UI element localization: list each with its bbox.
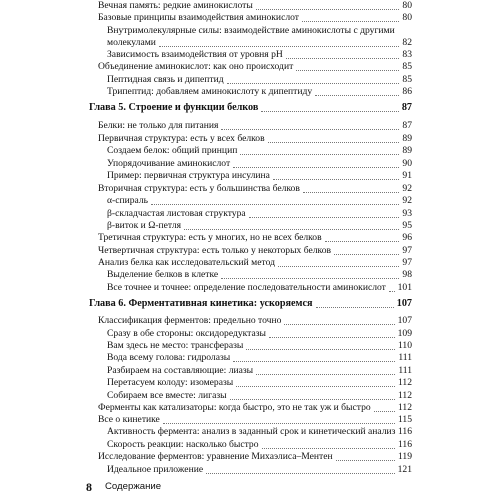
toc-entry-title: Третичная структура: есть у многих, но не всех белков: [98, 232, 322, 243]
toc-entry-title: Выделение белков в клетке: [107, 269, 219, 280]
toc-entry-title: Активность фермента: анализ в заданный срок и кинетический анализ: [107, 426, 396, 437]
toc-entry: [0, 195, 500, 207]
toc-leader-dots: [163, 423, 395, 424]
toc-entry-title: α-спираль: [107, 195, 149, 206]
toc-entry-title: Глава 5. Строение и функции белков: [89, 102, 259, 113]
toc-entry-page: 111: [398, 365, 412, 376]
toc-entry: [0, 74, 500, 86]
toc-leader-dots: [236, 386, 395, 387]
toc-entry-title: Вам здесь не место: трансферазы: [107, 340, 244, 351]
toc-entry-page: 112: [397, 390, 412, 401]
toc-entry: [0, 86, 500, 98]
toc-leader-dots: [278, 266, 399, 267]
toc-leader-dots: [268, 142, 400, 143]
toc-entry: [0, 12, 500, 24]
toc-entry-title: молекулами: [107, 37, 156, 48]
toc-leader-dots: [227, 83, 400, 84]
toc-chapter-heading: [0, 298, 500, 310]
toc-entry-page: 119: [397, 451, 412, 462]
toc-leader-dots: [159, 46, 399, 47]
toc-entry-title: Упорядочивание аминокислот: [107, 158, 231, 169]
toc-entry-page: 89: [402, 145, 412, 156]
toc-entry: [0, 245, 500, 257]
page-footer: [0, 480, 500, 494]
toc-leader-dots: [240, 154, 399, 155]
toc-entry-page: 89: [402, 133, 412, 144]
toc-entry-page: 87: [402, 120, 412, 131]
toc-entry: [0, 158, 500, 170]
toc-leader-dots: [315, 95, 399, 96]
toc-entry-page: 83: [402, 49, 412, 60]
toc-entry-title: Четвертичная структура: есть только у некоторых белков: [98, 245, 332, 256]
toc-entry-title: Ферменты как катализаторы: когда быстро, это не так уж и быстро: [98, 402, 371, 413]
toc-entry-page: 110: [397, 340, 412, 351]
toc-entry-page: 82: [402, 37, 412, 48]
toc-entry: [0, 257, 500, 269]
toc-entry-page: 109: [397, 328, 412, 339]
toc-entry: [0, 282, 500, 294]
toc-leader-dots: [221, 129, 399, 130]
toc-leader-dots: [269, 337, 395, 338]
toc-entry-title: β-виток и Ω-петля: [107, 220, 182, 231]
toc-entry-title: Пептидная связь и дипептид: [107, 74, 224, 85]
toc-entry-title: Белки: не только для питания: [98, 120, 219, 131]
toc-entry: [0, 269, 500, 281]
toc-entry-title: Разбираем на составляющие: лиазы: [107, 365, 254, 376]
toc-entry-page: 92: [402, 183, 412, 194]
toc-entry: [0, 232, 500, 244]
toc-leader-dots: [233, 167, 399, 168]
toc-entry: [0, 439, 500, 451]
toc-leader-dots: [262, 448, 395, 449]
toc-entry: [0, 120, 500, 132]
toc-entry-page: 85: [402, 74, 412, 85]
toc-entry-title: Вечная память: редкие аминокислоты: [98, 0, 253, 11]
toc-entry-title: Внутримолекулярные силы: взаимодействие аминокислоты с другими: [107, 25, 395, 36]
toc-entry-title: Глава 6. Ферментативная кинетика: ускоряемся: [89, 298, 313, 309]
toc-entry-title: Зависимость взаимодействия от уровня pH: [107, 49, 283, 60]
toc-entry: [0, 208, 500, 220]
toc-entry-title: β-складчастая листовая структура: [107, 208, 246, 219]
toc-entry-title: Перетасуем колоду: изомеразы: [107, 377, 234, 388]
toc-entry-page: 92: [402, 195, 412, 206]
toc-leader-dots: [184, 229, 399, 230]
toc-entry-title: Создаем белок: общий принцип: [107, 145, 238, 156]
toc-entry-page: 116: [397, 426, 412, 437]
toc-entry-title: Классификация ферментов: предельно точно: [98, 315, 282, 326]
toc-entry: [0, 183, 500, 195]
toc-entry: [0, 377, 500, 389]
toc-entry-page: 95: [402, 220, 412, 231]
toc-leader-dots: [206, 473, 395, 474]
toc-entry: [0, 145, 500, 157]
toc-entry-title: Анализ белка как исследовательский метод: [98, 257, 275, 268]
toc-entry: [0, 451, 500, 463]
toc-leader-dots: [221, 278, 399, 279]
toc-entry-page: 98: [402, 269, 412, 280]
toc-leader-dots: [296, 70, 399, 71]
toc-entry-title: Идеальное приложение: [107, 464, 204, 475]
toc-entry: [0, 315, 500, 327]
toc-entry: [0, 133, 500, 145]
toc-entry: [0, 0, 500, 12]
toc-entry-title: Скорость реакции: насколько быстро: [107, 439, 259, 450]
toc-leader-dots: [273, 179, 400, 180]
toc-entry-title: Все о кинетике: [98, 414, 160, 425]
toc-entry-page: 93: [402, 208, 412, 219]
toc-entry: [0, 390, 500, 402]
footer-page-number: 8: [86, 480, 92, 494]
toc-entry: [0, 61, 500, 73]
toc-entry-page: 101: [397, 282, 412, 293]
toc-entry: [0, 426, 500, 438]
toc-leader-dots: [325, 241, 400, 242]
toc-entry-title: Вторичная структура: есть у большинства белков: [98, 183, 300, 194]
toc-leader-dots: [233, 361, 395, 362]
toc-entry-page: 116: [397, 439, 412, 450]
toc-entry: [0, 49, 500, 61]
toc-leader-dots: [249, 217, 400, 218]
toc-entry: [0, 414, 500, 426]
toc-entry-page: 87: [401, 102, 412, 113]
toc-entry-page: 112: [397, 402, 412, 413]
toc-entry-title: Сразу в обе стороны: оксидоредуктазы: [107, 328, 266, 339]
toc-entry-page: 91: [402, 170, 412, 181]
toc-entry-title: Объединение аминокислот: как оно происходит: [98, 61, 294, 72]
toc-leader-dots: [261, 111, 398, 112]
toc-entry-title: Вода всему голова: гидролазы: [107, 352, 231, 363]
toc-entry-page: 96: [402, 232, 412, 243]
toc-chapter-heading: [0, 102, 500, 114]
toc-entry-title: Собираем все вместе: лигазы: [107, 390, 227, 401]
toc-entry: [0, 402, 500, 414]
toc-entry-title: Все точнее и точнее: определение последовательности аминокислот: [107, 282, 386, 293]
toc-leader-dots: [246, 349, 395, 350]
footer-label: Содержание: [105, 481, 162, 492]
toc-leader-dots: [256, 374, 395, 375]
toc-leader-dots: [374, 411, 395, 412]
toc-entry-page: 97: [402, 245, 412, 256]
toc-leader-dots: [334, 254, 399, 255]
toc-entry: [0, 220, 500, 232]
toc-entry-page: 111: [398, 352, 412, 363]
toc-entry: [0, 464, 500, 476]
toc-entry-page: 80: [402, 12, 412, 23]
toc-entry: [0, 352, 500, 364]
toc-leader-dots: [336, 460, 395, 461]
toc-entry: [0, 25, 500, 37]
toc-entry-page: 86: [402, 86, 412, 97]
toc-entry: [0, 365, 500, 377]
toc-entry-page: 107: [396, 298, 412, 309]
toc-leader-dots: [151, 204, 399, 205]
toc-leader-dots: [286, 58, 400, 59]
toc-entry-page: 112: [397, 377, 412, 388]
toc-leader-dots: [230, 399, 395, 400]
toc-entry-page: 80: [402, 0, 412, 11]
toc-entry-title: Первичная структура: есть у всех белков: [98, 133, 265, 144]
toc-entry-page: 115: [397, 414, 412, 425]
toc-leader-dots: [256, 9, 400, 10]
toc-entry-title: Исследование ферментов: уравнение Михаэлиса–Ментен: [98, 451, 333, 462]
toc-entry-title: Базовые принципы взаимодействия аминокислот: [98, 12, 299, 23]
toc-entry: [0, 328, 500, 340]
toc-entry-page: 107: [397, 315, 412, 326]
toc-entry-page: 90: [402, 158, 412, 169]
toc-entry-page: 121: [397, 464, 412, 475]
toc-entry-title: Пример: первичная структура инсулина: [107, 170, 270, 181]
toc-entry: [0, 340, 500, 352]
toc-leader-dots: [284, 324, 394, 325]
toc-entry-title: Трипептид: добавляем аминокислоту к дипептиду: [107, 86, 313, 97]
toc-entry: [0, 37, 500, 49]
toc-entry-page: 85: [402, 61, 412, 72]
toc-entry: [0, 170, 500, 182]
toc-entry-page: 97: [402, 257, 412, 268]
toc-leader-dots: [389, 291, 395, 292]
toc-leader-dots: [303, 192, 400, 193]
toc-leader-dots: [316, 307, 394, 308]
toc-leader-dots: [302, 21, 399, 22]
